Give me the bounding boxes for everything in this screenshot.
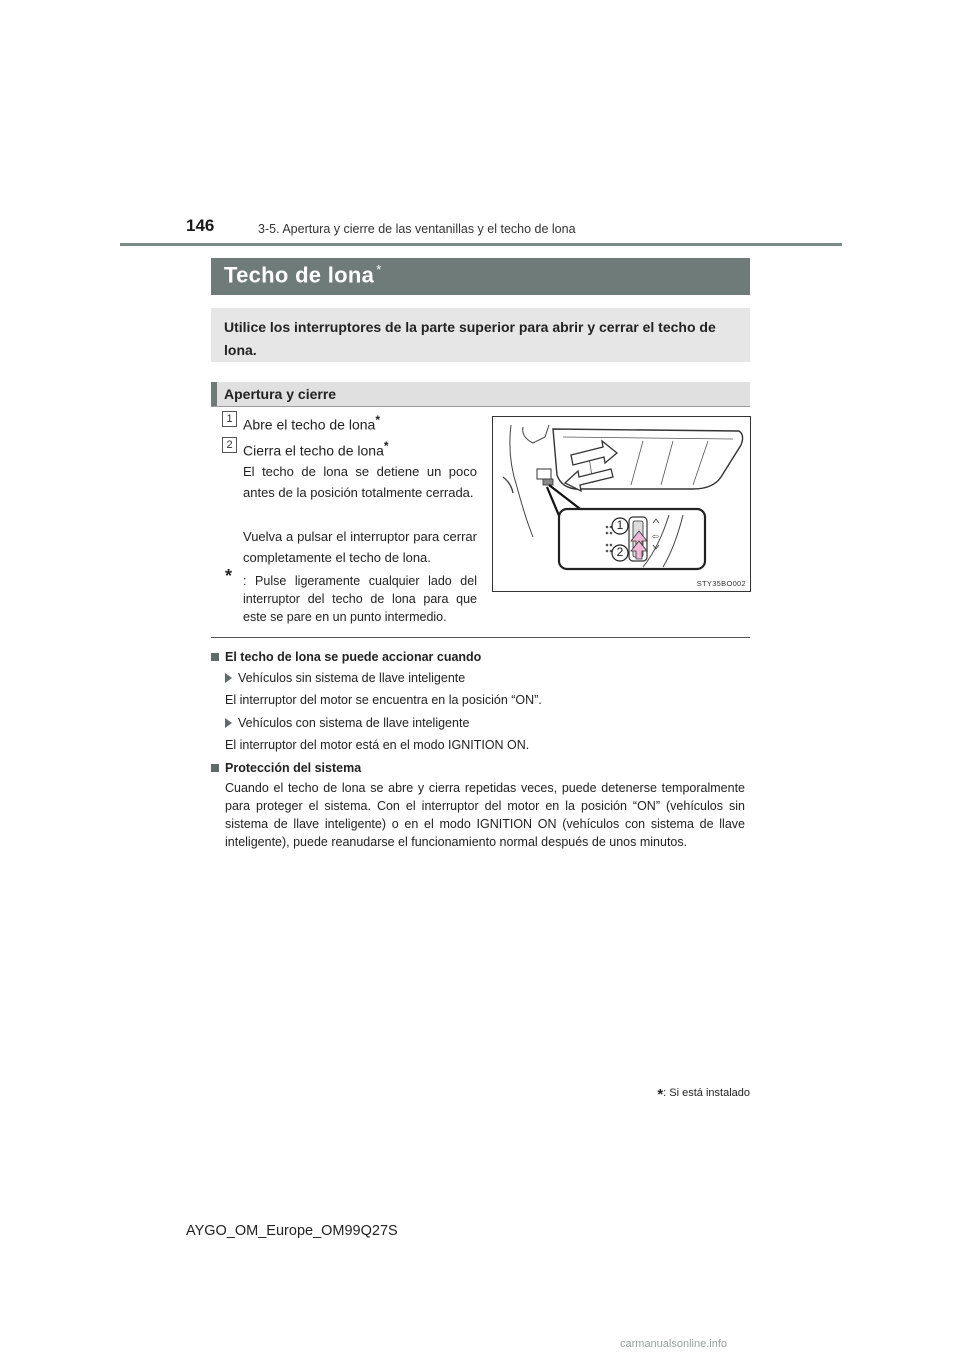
svg-text:⇦: ⇦ [652, 532, 659, 541]
triangle-bullet-icon [225, 718, 232, 728]
illustration-drawing [493, 417, 750, 591]
section-divider [211, 637, 750, 638]
info-heading-protection [211, 759, 750, 777]
info-bullet-smart-key [225, 714, 764, 732]
step-2-label: Cierra el techo de lona [243, 442, 384, 459]
illustration-label-2: 2 [616, 545, 624, 559]
info-protection-paragraph: Cuando el techo de lona se abre y cierra repetidas veces, puede detenerse temporalmente para proteger el sistema. Con el interruptor del motor en la posición “ON” (vehículos sin sistema de llave inteligente) o en el modo IGNITION ON (vehículos con sistema de llave inteligente), puede reanudarse el funcionamiento normal después de unos minutos. [225, 781, 745, 849]
step-2-asterisk: * [383, 439, 389, 453]
roof-switch-illustration [492, 416, 751, 592]
note-paragraph-2: Vuelva a pulsar el interruptor para cerrar completamente el techo de lona. [243, 529, 477, 565]
illustration-label-1: 1 [616, 518, 624, 532]
step-2-text [243, 439, 389, 459]
step-number-2: 2 [222, 437, 237, 453]
info-heading-2-text: Protección del sistema [225, 761, 362, 775]
info-heading-operation [211, 648, 750, 666]
square-bullet-icon [211, 653, 219, 661]
footnote-asterisk: * [225, 566, 233, 586]
square-bullet-icon [211, 764, 219, 772]
info-bullet-2-text: Vehículos con sistema de llave inteligente [238, 716, 470, 730]
title-asterisk: * [376, 262, 382, 277]
subsection-bar [211, 382, 750, 407]
note-paragraph-1: El techo de lona se detiene un poco antes de la posición totalmente cerrada. [243, 464, 477, 500]
page-title-bar [211, 258, 750, 295]
page-number: 146 [186, 216, 215, 235]
info-line-2: El interruptor del motor está en el modo IGNITION ON. [225, 738, 530, 752]
section-header: 3-5. Apertura y cierre de las ventanillas y el techo de lona [258, 222, 576, 236]
watermark: carmanualsonline.info [620, 1338, 728, 1350]
header-rule [120, 243, 842, 246]
intro-box [211, 308, 750, 362]
step-1-label: Abre el techo de lona [243, 416, 376, 433]
info-bullet-no-smart-key [225, 669, 764, 687]
intro-text: Utilice los interruptores de la parte superior para abrir y cerrar el techo de lona. [224, 319, 716, 358]
info-bullet-1-text: Vehículos sin sistema de llave inteligente [238, 671, 466, 685]
installed-text: : Si está instalado [663, 1087, 750, 1099]
subsection-title: Apertura y cierre [224, 386, 337, 402]
step-number-1: 1 [222, 411, 237, 427]
page-title-text: Techo de lona [224, 262, 375, 288]
installed-asterisk: * [657, 1086, 664, 1103]
triangle-bullet-icon [225, 673, 232, 683]
page-title [224, 262, 382, 288]
subsection-accent [211, 382, 217, 406]
installed-note [620, 1086, 750, 1103]
footer-document-code: AYGO_OM_Europe_OM99Q27S [186, 1223, 398, 1239]
step-1-text [243, 413, 380, 433]
step-1-asterisk: * [375, 413, 380, 427]
footnote-text: : Pulse ligeramente cualquier lado del interruptor del techo de lona para que este se pare en un punto intermedio. [243, 574, 477, 624]
info-line-1: El interruptor del motor se encuentra en la posición “ON”. [225, 693, 542, 707]
illustration-code: STY35BO002 [696, 579, 746, 588]
info-heading-1-text: El techo de lona se puede accionar cuando [225, 650, 482, 664]
